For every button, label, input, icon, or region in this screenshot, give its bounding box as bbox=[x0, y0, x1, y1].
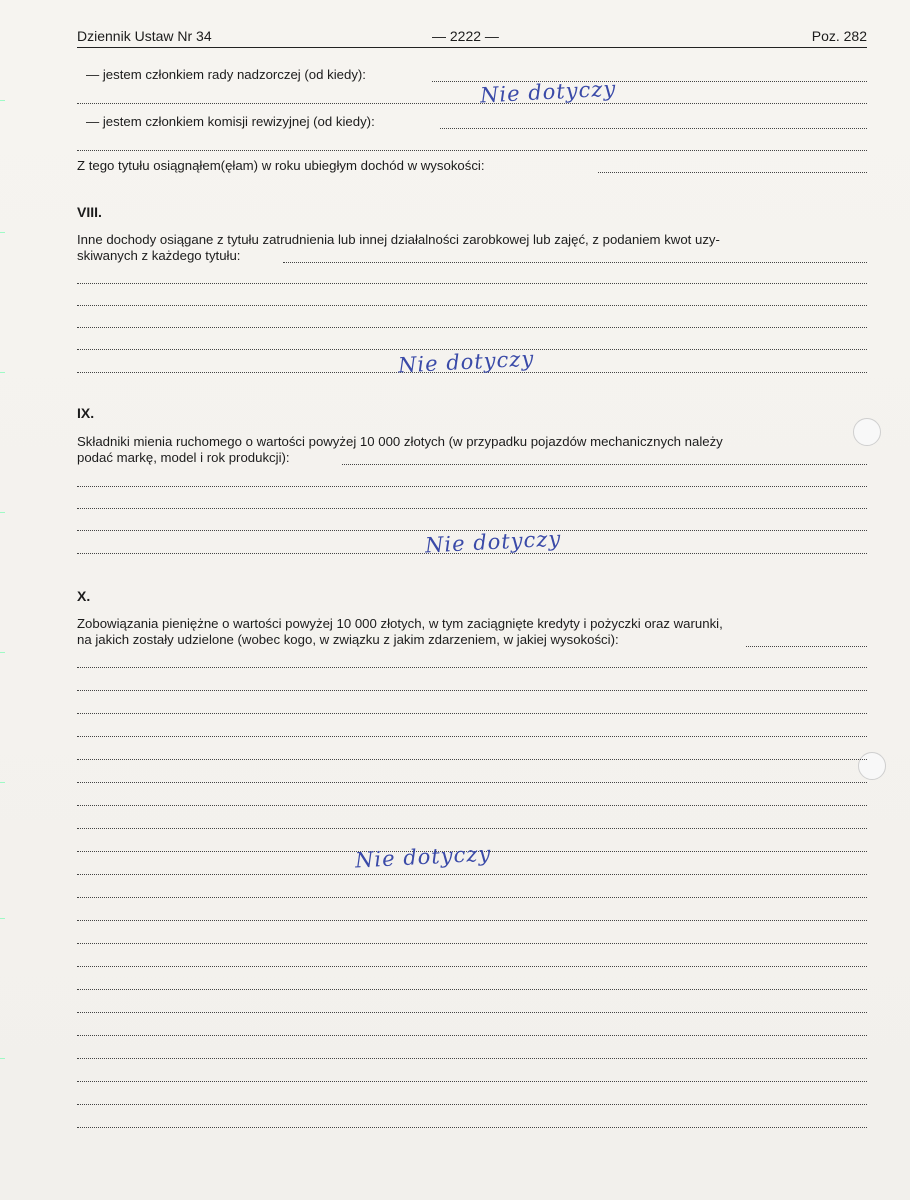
margin-mark bbox=[0, 652, 5, 653]
section-ix-field-line[interactable] bbox=[77, 486, 867, 487]
section-x-field-line[interactable] bbox=[77, 690, 867, 691]
section-x-field-line[interactable] bbox=[77, 920, 867, 921]
komisja-rewizyjna-label: — jestem członkiem komisji rewizyjnej (od kiedy): bbox=[86, 114, 375, 129]
section-x-field-line[interactable] bbox=[77, 943, 867, 944]
position-number: Poz. 282 bbox=[811, 28, 867, 44]
margin-mark bbox=[0, 512, 5, 513]
section-ix-text-1: Składniki mienia ruchomego o wartości powyżej 10 000 złotych (w przypadku pojazdów mechanicznych należy bbox=[77, 434, 723, 449]
handwritten-note-viii: Nie dotyczy bbox=[397, 346, 535, 378]
section-viii-field-line[interactable] bbox=[77, 305, 867, 306]
section-x-field-line[interactable] bbox=[77, 1127, 867, 1128]
section-x-field-line[interactable] bbox=[77, 782, 867, 783]
section-x-field-line[interactable] bbox=[77, 1012, 867, 1013]
section-viii-heading: VIII. bbox=[77, 204, 102, 220]
section-x-field-line[interactable] bbox=[77, 713, 867, 714]
section-x-field-line[interactable] bbox=[77, 828, 867, 829]
section-x-field-line[interactable] bbox=[77, 1035, 867, 1036]
margin-mark bbox=[0, 1058, 5, 1059]
section-ix-heading: IX. bbox=[77, 405, 95, 421]
handwritten-note-ix: Nie dotyczy bbox=[424, 526, 562, 558]
section-x-field-line[interactable] bbox=[77, 897, 867, 898]
section-x-field-line[interactable] bbox=[77, 667, 867, 668]
handwritten-note-x: Nie dotyczy bbox=[354, 841, 492, 873]
page-number: — 2222 — bbox=[432, 28, 499, 44]
margin-mark bbox=[0, 918, 5, 919]
komisja-rewizyjna-field-line2[interactable] bbox=[77, 150, 867, 151]
margin-mark bbox=[0, 782, 5, 783]
section-ix-field-line[interactable] bbox=[77, 508, 867, 509]
section-viii-text-1: Inne dochody osiągane z tytułu zatrudnienia lub innej działalności zarobkowej lub zajęć, z podaniem kwot uzy- bbox=[77, 232, 720, 247]
section-ix-field[interactable] bbox=[342, 464, 867, 465]
section-viii-field-line[interactable] bbox=[77, 327, 867, 328]
section-viii-field-line[interactable] bbox=[77, 283, 867, 284]
section-x-field-line[interactable] bbox=[77, 1081, 867, 1082]
section-x-field-line[interactable] bbox=[77, 805, 867, 806]
page-header bbox=[77, 28, 867, 48]
handwritten-note-top: Nie dotyczy bbox=[479, 76, 617, 108]
margin-mark bbox=[0, 100, 5, 101]
section-x-field-line[interactable] bbox=[77, 874, 867, 875]
journal-title: Dziennik Ustaw Nr 34 bbox=[77, 28, 212, 44]
section-x-heading: X. bbox=[77, 588, 91, 604]
section-x-field-line[interactable] bbox=[77, 966, 867, 967]
section-x-field-line[interactable] bbox=[77, 736, 867, 737]
margin-mark bbox=[0, 372, 5, 373]
rada-nadzorcza-field-line2[interactable] bbox=[77, 103, 867, 104]
punch-hole-bottom bbox=[858, 752, 886, 780]
rada-nadzorcza-label: — jestem członkiem rady nadzorczej (od kiedy): bbox=[86, 67, 366, 82]
section-x-field-line[interactable] bbox=[77, 1058, 867, 1059]
section-x-text-2: na jakich zostały udzielone (wobec kogo, w związku z jakim zdarzeniem, w jakiej wysokości): bbox=[77, 632, 619, 647]
dochod-label: Z tego tytułu osiągnąłem(ęłam) w roku ubiegłym dochód w wysokości: bbox=[77, 158, 485, 173]
section-x-field-line[interactable] bbox=[77, 759, 867, 760]
header-rule bbox=[77, 47, 867, 48]
section-x-field-line[interactable] bbox=[77, 989, 867, 990]
margin-mark bbox=[0, 232, 5, 233]
komisja-rewizyjna-field[interactable] bbox=[440, 128, 867, 129]
section-viii-text-2: skiwanych z każdego tytułu: bbox=[77, 248, 241, 263]
section-ix-text-2: podać markę, model i rok produkcji): bbox=[77, 450, 290, 465]
section-x-text-1: Zobowiązania pieniężne o wartości powyżej 10 000 złotych, w tym zaciągnięte kredyty i pożyczki oraz warunki, bbox=[77, 616, 723, 631]
section-x-field-line[interactable] bbox=[77, 1104, 867, 1105]
section-viii-field[interactable] bbox=[283, 262, 867, 263]
dochod-field[interactable] bbox=[598, 172, 867, 173]
section-x-field[interactable] bbox=[746, 646, 867, 647]
